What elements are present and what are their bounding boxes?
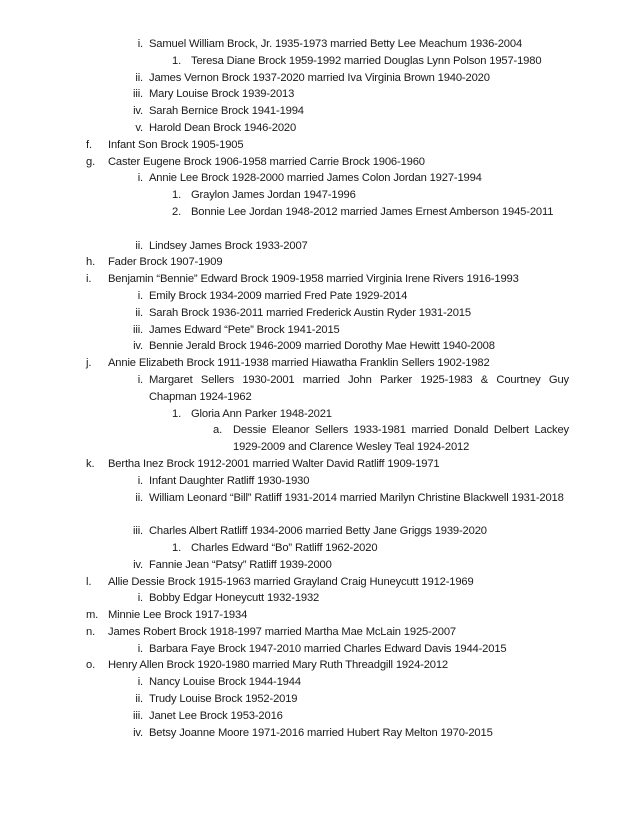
list-item [0, 103, 624, 120]
list-item [0, 53, 624, 70]
list-item-text: Sarah Bernice Brock 1941-1994 [149, 105, 304, 118]
list-item-text: Fannie Jean “Patsy” Ratliff 1939-2000 [149, 558, 332, 571]
list-item-text: James Robert Brock 1918-1997 married Martha Mae McLain 1925-2007 [108, 625, 456, 638]
list-marker: 1. [172, 541, 182, 554]
list-item [0, 607, 624, 624]
list-marker: h. [86, 256, 96, 269]
list-marker: n. [86, 625, 96, 638]
list-marker: i. [137, 373, 143, 386]
list-marker: iv. [133, 105, 143, 118]
list-item-text: Charles Edward “Bo” Ratliff 1962-2020 [191, 541, 378, 554]
list-marker: iii. [133, 709, 143, 722]
list-item [0, 254, 624, 271]
list-item [0, 120, 624, 137]
list-marker: j. [86, 357, 92, 370]
list-item [0, 590, 624, 607]
list-item [0, 725, 624, 742]
list-item [0, 271, 624, 288]
list-item [0, 154, 624, 171]
list-item-text: Allie Dessie Brock 1915-1963 married Grayland Craig Huneycutt 1912-1969 [108, 575, 474, 588]
list-marker: i. [137, 474, 143, 487]
list-item [0, 473, 624, 490]
list-marker: f. [86, 138, 92, 151]
list-marker: k. [86, 457, 95, 470]
list-marker: i. [137, 172, 143, 185]
list-item-text: Dessie Eleanor Sellers 1933-1981 married Donald Delbert Lackey 1929-2009 and Clarence Wesley Teal 1924-2012 [233, 424, 569, 454]
list-item [0, 372, 624, 406]
list-item-text: Bonnie Lee Jordan 1948-2012 married James Ernest Amberson 1945-2011 [191, 205, 554, 218]
list-marker: 2. [172, 205, 182, 218]
list-item-text: Bertha Inez Brock 1912-2001 married Walter David Ratliff 1909-1971 [108, 457, 440, 470]
list-marker: iv. [133, 340, 143, 353]
list-item [0, 36, 624, 53]
list-item-text: Sarah Brock 1936-2011 married Frederick Austin Ryder 1931-2015 [149, 306, 471, 319]
list-marker: o. [86, 659, 96, 672]
list-marker: a. [213, 424, 223, 437]
list-marker: i. [137, 642, 143, 655]
list-item [0, 523, 624, 540]
list-marker: ii. [135, 71, 143, 84]
list-marker: iii. [133, 323, 143, 336]
list-item [0, 691, 624, 708]
list-item [0, 624, 624, 641]
list-marker: i. [137, 592, 143, 605]
list-item-text: Annie Lee Brock 1928-2000 married James Colon Jordan 1927-1994 [149, 172, 482, 185]
list-item-text: Charles Albert Ratliff 1934-2006 married Betty Jane Griggs 1939-2020 [149, 525, 487, 538]
list-item-text: Infant Son Brock 1905-1905 [108, 138, 244, 151]
list-item-text: Benjamin “Bennie” Edward Brock 1909-1958 married Virginia Irene Rivers 1916-1993 [108, 273, 519, 286]
list-item-text: Janet Lee Brock 1953-2016 [149, 709, 283, 722]
list-marker: m. [86, 609, 99, 622]
list-item-text: James Edward “Pete” Brock 1941-2015 [149, 323, 340, 336]
list-marker: g. [86, 155, 96, 168]
list-item-text: Barbara Faye Brock 1947-2010 married Charles Edward Davis 1944-2015 [149, 642, 507, 655]
list-marker: 1. [172, 189, 182, 202]
list-item [0, 674, 624, 691]
list-item [0, 406, 624, 423]
list-item [0, 641, 624, 658]
list-item [0, 338, 624, 355]
list-item-text: Lindsey James Brock 1933-2007 [149, 239, 308, 252]
list-marker: ii. [135, 239, 143, 252]
list-item-text: Teresa Diane Brock 1959-1992 married Douglas Lynn Polson 1957-1980 [191, 54, 542, 67]
list-marker: i. [137, 289, 143, 302]
list-item-text: Gloria Ann Parker 1948-2021 [191, 407, 332, 420]
list-item [0, 708, 624, 725]
list-item [0, 288, 624, 305]
list-item [0, 657, 624, 674]
list-item-text: Bobby Edgar Honeycutt 1932-1932 [149, 592, 320, 605]
genealogy-list [0, 36, 624, 741]
list-item [0, 422, 624, 456]
list-item-text: Margaret Sellers 1930-2001 married John Parker 1925-1983 & Courtney Guy Chapman 1924-1962 [149, 373, 569, 403]
list-marker: iv. [133, 558, 143, 571]
list-item [0, 187, 624, 204]
list-item-text: Caster Eugene Brock 1906-1958 married Carrie Brock 1906-1960 [108, 155, 425, 168]
list-item [0, 204, 624, 238]
list-item-text: Henry Allen Brock 1920-1980 married Mary Ruth Threadgill 1924-2012 [108, 659, 449, 672]
list-marker: iv. [133, 726, 143, 739]
list-item [0, 574, 624, 591]
list-marker: iii. [133, 525, 143, 538]
list-marker: 1. [172, 54, 182, 67]
list-item-text: Infant Daughter Ratliff 1930-1930 [149, 474, 310, 487]
list-item [0, 456, 624, 473]
list-item-text: Minnie Lee Brock 1917-1934 [108, 609, 248, 622]
list-item [0, 557, 624, 574]
list-marker: v. [135, 121, 143, 134]
list-marker: i. [86, 273, 92, 286]
list-item-text: Harold Dean Brock 1946-2020 [149, 121, 297, 134]
list-marker: i. [137, 38, 143, 50]
list-item-text: William Leonard “Bill” Ratliff 1931-2014 married Marilyn Christine Blackwell 1931-2018 [149, 491, 564, 504]
list-marker: ii. [135, 306, 143, 319]
list-item-text: Trudy Louise Brock 1952-2019 [149, 693, 298, 706]
list-item [0, 70, 624, 87]
list-item-text: Mary Louise Brock 1939-2013 [149, 88, 295, 101]
list-item [0, 355, 624, 372]
list-item-text: Fader Brock 1907-1909 [108, 256, 223, 269]
list-item [0, 540, 624, 557]
list-item [0, 322, 624, 339]
list-item-text: Bennie Jerald Brock 1946-2009 married Dorothy Mae Hewitt 1940-2008 [149, 340, 495, 353]
list-marker: i. [137, 676, 143, 689]
list-marker: ii. [135, 693, 143, 706]
list-item [0, 305, 624, 322]
list-marker: iii. [133, 88, 143, 101]
list-item-text: Graylon James Jordan 1947-1996 [191, 189, 356, 202]
list-item-text: James Vernon Brock 1937-2020 married Iva Virginia Brown 1940-2020 [149, 71, 490, 84]
list-marker: ii. [135, 491, 143, 504]
list-item-text: Betsy Joanne Moore 1971-2016 married Hubert Ray Melton 1970-2015 [149, 726, 493, 739]
list-item-text: Emily Brock 1934-2009 married Fred Pate 1929-2014 [149, 289, 408, 302]
list-item [0, 137, 624, 154]
list-item-text: Samuel William Brock, Jr. 1935-1973 married Betty Lee Meachum 1936-2004 [149, 38, 523, 50]
list-item [0, 238, 624, 255]
list-item [0, 170, 624, 187]
list-marker: l. [86, 575, 92, 588]
list-item-text: Nancy Louise Brock 1944-1944 [149, 676, 301, 689]
list-marker: 1. [172, 407, 182, 420]
list-item-text: Annie Elizabeth Brock 1911-1938 married Hiawatha Franklin Sellers 1902-1982 [108, 357, 490, 370]
list-item [0, 490, 624, 524]
list-item [0, 86, 624, 103]
